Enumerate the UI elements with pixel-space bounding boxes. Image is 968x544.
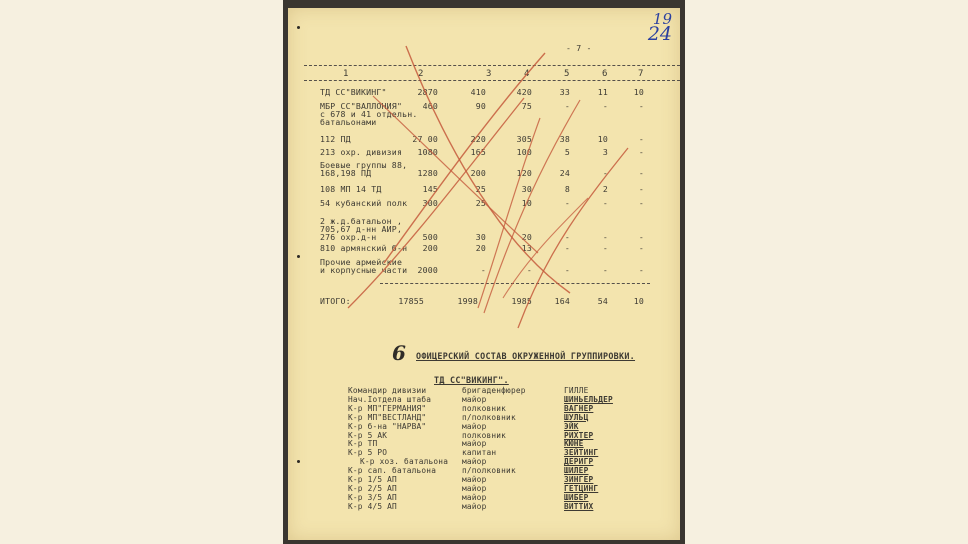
officer-rank: полковник [462,403,507,413]
officer-rank: майор [462,394,487,404]
archive-mark: 24 [647,23,672,45]
column-number: 7 [638,69,644,79]
hole-punch-mark [297,460,300,463]
table-cell: 220 [470,134,486,144]
table-cell: 5 [564,147,570,157]
section-title: ОФИЦЕРСКИЙ СОСТАВ ОКРУЖЕННОЙ ГРУППИРОВКИ. [416,351,636,361]
column-number: 5 [564,69,570,79]
table-cell: - [638,265,644,275]
row-label: с 678 и 41 отдельн. [320,109,418,119]
total-cell: 10 [633,296,644,306]
total-rule [380,283,650,284]
table-cell: 460 [422,101,438,111]
document-page [288,8,680,540]
table-cell: 420 [516,87,532,97]
officer-position: К-р 5 РО [348,448,388,458]
table-cell: 2 [602,184,608,194]
officer-rank: майор [462,483,487,493]
row-label: ТД СС"ВИКИНГ" [320,87,387,97]
officer-name: ЭЙК [564,421,579,431]
table-cell: - [564,198,570,208]
table-cell: 33 [559,87,570,97]
page-number: - 7 - [566,43,592,53]
table-cell: - [638,101,644,111]
table-cell: 300 [422,198,438,208]
table-cell: 20 [521,232,532,242]
row-label: 168,198 ПД [320,168,372,178]
officer-name: ГИЛЛЕ [564,386,589,395]
table-cell: - [602,198,608,208]
table-cell: 20 [475,243,486,253]
table-cell: 145 [422,184,438,194]
table-cell: - [638,168,644,178]
officer-rank: п/полковник [462,412,516,422]
officer-rank: майор [462,439,487,449]
archive-mark: 19 [652,10,672,28]
total-cell: 164 [554,296,570,306]
table-cell: 8 [564,184,570,194]
row-label: 108 МП 14 ТД [320,184,382,194]
section-number: 6 [392,341,406,365]
officer-position: К-р 4/5 АП [348,501,397,511]
total-cell: 1985 [511,296,532,306]
table-cell: - [638,232,644,242]
table-cell: - [564,243,570,253]
table-cell: - [564,101,570,111]
officer-rank: п/полковник [462,466,516,476]
table-cell: - [602,265,608,275]
table-cell: 11 [597,87,608,97]
table-cell: 10 [521,198,532,208]
officer-name: ВАГНЕР [564,403,594,413]
column-number: 4 [524,69,530,79]
officer-name: РИХТЕР [564,430,594,440]
table-cell: 305 [516,134,532,144]
hole-punch-mark [297,255,300,258]
table-cell: - [638,147,644,157]
table-cell: 500 [422,232,438,242]
total-cell: 17855 [398,296,424,306]
officer-position: К-р МП"ВЕСТЛАНД" [348,412,427,422]
table-cell: 2870 [417,87,438,97]
officer-name: ШИЛЕР [564,466,589,476]
row-label: Прочие армейские [320,257,403,267]
officer-name: ШУЛЬЦ [564,412,589,422]
table-cell: 1280 [417,168,438,178]
row-label: 213 охр. дивизия [320,147,403,157]
officer-position: К-р 1/5 АП [348,475,397,484]
row-label: 276 охр.д-н [320,232,377,242]
table-cell: 90 [475,101,486,111]
table-cell: 30 [475,232,486,242]
table-cell: - [602,232,608,242]
table-cell: 2000 [417,265,438,275]
table-cell: 10 [633,87,644,97]
table-cell: 75 [521,101,532,111]
officer-position: К-р 3/5 АП [348,492,397,502]
table-cell: - [526,265,532,275]
table-cell: 25 [475,184,486,194]
officer-rank: майор [462,421,487,431]
column-number: 2 [418,69,424,79]
table-cell: 410 [470,87,486,97]
officer-position: К-р хоз. батальона [360,457,449,467]
row-label: 810 армянский б-н [320,243,408,253]
officer-rank: майор [462,475,487,484]
officer-position: Нач.Iотдела штаба [348,394,432,404]
officer-position: К-р ТП [348,439,378,449]
row-label: МБР СС"ВАЛЛОНИЯ" [320,101,403,111]
officer-name: ДЕРИГР [564,457,594,467]
row-label: и корпусные части [320,265,408,275]
section-subtitle: ТД СС"ВИКИНГ". [434,375,509,385]
table-cell: 27 00 [412,134,438,144]
officer-rank: майор [462,457,487,467]
officer-rank: капитан [462,448,497,458]
officer-rank: бригаденфюрер [462,386,526,395]
officer-rank: полковник [462,430,507,440]
officer-position: К-р 5 АК [348,430,388,440]
table-cell: - [480,265,486,275]
table-cell: 200 [422,243,438,253]
column-number: 1 [343,69,349,79]
table-cell: 165 [470,147,486,157]
officer-name: КЮНЕ [564,439,584,449]
table-cell: 1080 [417,147,438,157]
column-number: 3 [486,69,492,79]
row-label: Боевые группы 88, [320,160,408,170]
officer-name: ЗЕЙТИНГ [564,448,599,458]
table-cell: - [602,243,608,253]
table-top-rule [304,65,680,66]
table-cell: - [564,232,570,242]
table-cell: 13 [521,243,532,253]
table-cell: - [602,168,608,178]
total-label: ИТОГО: [320,296,351,306]
row-label: 112 ПД [320,134,351,144]
table-cell: 30 [521,184,532,194]
officer-name: ГЕТЦИНГ [564,483,599,493]
table-cell: 10 [597,134,608,144]
table-cell: 25 [475,198,486,208]
table-cell: 24 [559,168,570,178]
table-cell: 100 [516,147,532,157]
officer-position: К-р 2/5 АП [348,483,397,493]
table-cell: 120 [516,168,532,178]
table-cell: - [638,184,644,194]
officer-position: Командир дивизии [348,386,427,395]
total-cell: 1998 [457,296,478,306]
officer-name: ЗИНГЕР [564,475,594,484]
officer-position: К-р МП"ГЕРМАНИЯ" [348,403,427,413]
officer-position: К-р б-на "НАРВА" [348,421,427,431]
officer-position: К-р сап. батальона [348,466,437,476]
table-cell: - [602,101,608,111]
total-cell: 54 [597,296,608,306]
table-cell: - [638,134,644,144]
officer-name: ШИНЬЕЛЬДЕР [564,394,613,404]
archive-page-marks [647,10,672,45]
officer-rank: майор [462,492,487,502]
row-label: батальонами [320,117,377,127]
column-number: 6 [602,69,608,79]
officer-rank: майор [462,501,487,511]
table-cell: - [564,265,570,275]
officer-name: ШИБЕР [564,492,589,502]
officer-name: ВИТТИХ [564,501,594,511]
table-cell: 3 [602,147,608,157]
row-label: 54 кубанский полк [320,198,408,208]
table-cell: 38 [559,134,570,144]
hole-punch-mark [297,26,300,29]
table-cell: - [638,243,644,253]
row-label: 2 ж.д.батальон , [320,216,403,226]
row-label: 705,67 д-нн АИР, [320,224,403,234]
table-cell: 200 [470,168,486,178]
table-cell: - [638,198,644,208]
table-header-rule [304,80,680,81]
